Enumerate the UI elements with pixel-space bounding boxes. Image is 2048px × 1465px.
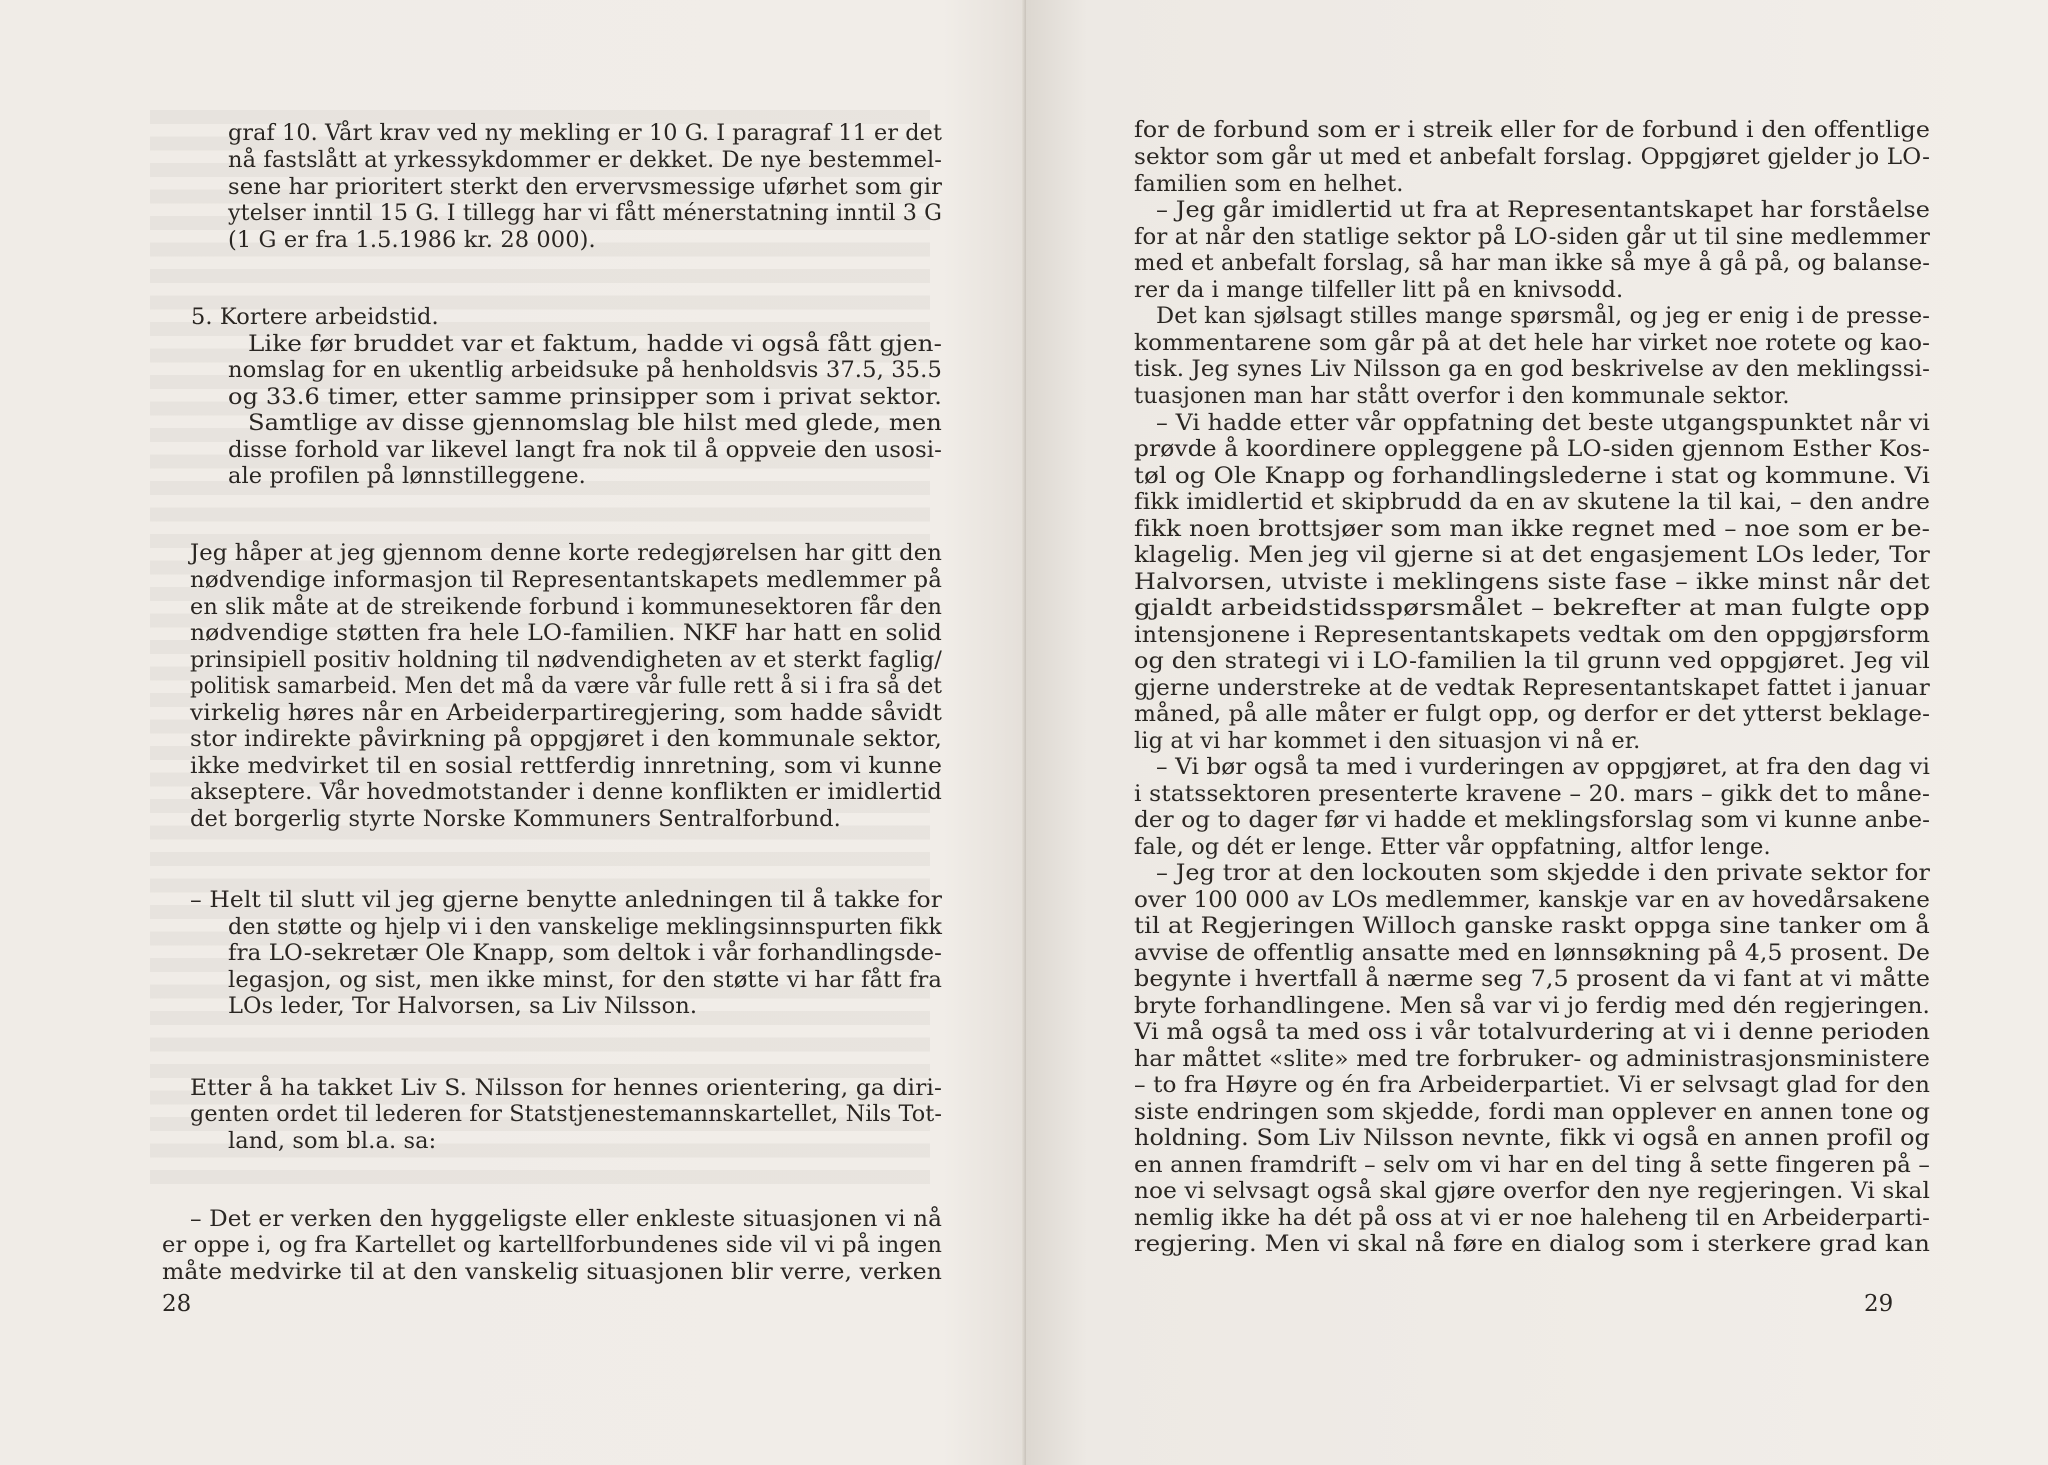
- right-page-text-line: intensjonene i Representantskapets vedtak om den oppgjørsform: [1134, 622, 1930, 648]
- right-page-text-line: – to fra Høyre og én fra Arbeiderpartiet. Vi er selvsagt glad for den: [1134, 1072, 1930, 1098]
- left-page-text-line: fra LO-sekretær Ole Knapp, som deltok i vår forhandlingsde-: [228, 940, 943, 966]
- left-page-text-line: LOs leder, Tor Halvorsen, sa Liv Nilsson.: [228, 993, 698, 1019]
- right-page-text-line: for de forbund som er i streik eller for de forbund i den offentlige: [1134, 117, 1930, 143]
- right-page-text-line: fale, og dét er lenge. Etter vår oppfatning, altfor lenge.: [1134, 834, 1771, 860]
- right-page-text-line: gjerne understreke at de vedtak Representantskapet fattet i januar: [1134, 675, 1930, 701]
- left-page-text-line: måte medvirke til at den vanskelig situasjonen blir verre, verken: [162, 1259, 943, 1285]
- right-page-text-line: avvise de offentlig ansatte med en lønnsøkning på 4,5 prosent. De: [1134, 940, 1930, 966]
- right-page-text-line: – Jeg tror at den lockouten som skjedde i den private sektor for: [1156, 860, 1931, 886]
- right-page-text-line: over 100 000 av LOs medlemmer, kanskje var en av hovedårsakene: [1134, 887, 1930, 913]
- right-page-text-line: – Jeg går imidlertid ut fra at Representantskapet har forståelse: [1156, 197, 1931, 223]
- left-page-text-line: – Helt til slutt vil jeg gjerne benytte anledningen til å takke for: [190, 887, 943, 913]
- right-page-text-line: en annen framdrift – selv om vi har en del ting å sette fingeren på –: [1134, 1152, 1931, 1178]
- left-page-text-line: nødvendige støtten fra hele LO-familien. NKF har hatt en solid: [190, 620, 943, 646]
- left-page-text-line: 5. Kortere arbeidstid.: [191, 304, 439, 330]
- right-page-text-line: Halvorsen, utviste i meklingens siste fase – ikke minst når det: [1134, 569, 1931, 595]
- right-page-text-line: – Vi bør også ta med i vurderingen av oppgjøret, at fra den dag vi: [1156, 754, 1931, 780]
- left-page-text-line: ale profilen på lønnstilleggene.: [228, 463, 586, 489]
- right-page: [1026, 0, 2048, 1465]
- right-page-text-line: har måttet «slite» med tre forbruker- og administrasjonsministere: [1134, 1046, 1931, 1072]
- left-page-text-line: stor indirekte påvirkning på oppgjøret i den kommunale sektor,: [190, 726, 943, 752]
- left-page-text-line: (1 G er fra 1.5.1986 kr. 28 000).: [228, 227, 596, 253]
- right-page-text-line: fikk noen brottsjøer som man ikke regnet med – noe som er be-: [1134, 516, 1931, 542]
- left-page-text-line: en slik måte at de streikende forbund i kommunesektoren får den: [190, 594, 943, 620]
- left-page-text-line: Like før bruddet var et faktum, hadde vi også fått gjen-: [248, 331, 942, 357]
- right-page-text-line: begynte i hvertfall å nærme seg 7,5 prosent da vi fant at vi måtte: [1134, 966, 1931, 992]
- left-page-text-line: disse forhold var likevel langt fra nok til å oppveie den usosi-: [228, 437, 943, 463]
- left-page-text-line: – Det er verken den hyggeligste eller enkleste situasjonen vi nå: [190, 1206, 943, 1232]
- right-page-text-line: prøvde å koordinere oppleggene på LO-siden gjennom Esther Kos-: [1134, 436, 1930, 462]
- left-page-text-line: nå fastslått at yrkessykdommer er dekket. De nye bestemmel-: [228, 147, 943, 173]
- left-page-text-line: politisk samarbeid. Men det må da være vår fulle rett å si i fra så det: [190, 673, 942, 699]
- left-page-text-line: og 33.6 timer, etter samme prinsipper som i privat sektor.: [228, 384, 942, 410]
- left-page-text-line: genten ordet til lederen for Statstjenestemannskartellet, Nils Tot-: [190, 1101, 942, 1127]
- left-page-text-line: prinsipiell positiv holdning til nødvendigheten av et sterkt faglig/: [190, 647, 942, 673]
- right-page-text-line: noe vi selvsagt også skal gjøre overfor den nye regjeringen. Vi skal: [1134, 1178, 1930, 1204]
- left-page-text-line: nomslag for en ukentlig arbeidsuke på henholdsvis 37.5, 35.5: [228, 357, 942, 383]
- left-page-text-line: graf 10. Vårt krav ved ny mekling er 10 G. I paragraf 11 er det: [228, 120, 943, 146]
- right-page-text-line: familien som en helhet.: [1134, 171, 1404, 197]
- right-page-text-line: siste endringen som skjedde, fordi man opplever en annen tone og: [1134, 1099, 1931, 1125]
- left-page-text-line: nødvendige informasjon til Representantskapets medlemmer på: [190, 567, 942, 593]
- left-page-text-line: virkelig høres når en Arbeiderpartiregjering, som hadde såvidt: [190, 700, 943, 726]
- right-page-text-line: tuasjonen man har stått overfor i den kommunale sektor.: [1134, 383, 1790, 409]
- left-page-text-line: Jeg håper at jeg gjennom denne korte redegjørelsen har gitt den: [190, 540, 943, 566]
- right-page-text-line: tisk. Jeg synes Liv Nilsson ga en god beskrivelse av den meklingssi-: [1134, 356, 1931, 382]
- right-page-text-line: gjaldt arbeidstidsspørsmålet – bekrefter at man fulgte opp: [1134, 595, 1931, 621]
- right-page-text-line: regjering. Men vi skal nå føre en dialog som i sterkere grad kan: [1134, 1231, 1930, 1257]
- left-page-text-line: legasjon, og sist, men ikke minst, for den støtte vi har fått fra: [228, 967, 942, 993]
- right-page-text-line: Det kan sjølsagt stilles mange spørsmål, og jeg er enig i de presse-: [1156, 303, 1930, 329]
- right-page-text-line: lig at vi har kommet i den situasjon vi nå er.: [1134, 728, 1641, 754]
- right-page-text-line: og den strategi vi i LO-familien la til grunn ved oppgjøret. Jeg vil: [1134, 648, 1930, 674]
- right-page-text-line: klagelig. Men jeg vil gjerne si at det engasjement LOs leder, Tor: [1134, 542, 1931, 568]
- right-page-text-line: for at når den statlige sektor på LO-siden går ut til sine medlemmer: [1134, 224, 1931, 250]
- right-page-text-line: i statssektoren presenterte kravene – 20. mars – gikk det to måne-: [1134, 781, 1930, 807]
- left-page-text-line: sene har prioritert sterkt den ervervsmessige uførhet som gir: [228, 174, 942, 200]
- left-page-text-line: ikke medvirket til en sosial rettferdig innretning, som vi kunne: [190, 753, 943, 779]
- left-page-text-line: ytelser inntil 15 G. I tillegg har vi fått ménerstatning inntil 3 G: [228, 200, 943, 226]
- right-page-text-line: fikk imidlertid et skipbrudd da en av skutene la til kai, – den andre: [1134, 489, 1931, 515]
- left-page-text-line: Samtlige av disse gjennomslag ble hilst med glede, men: [248, 410, 942, 436]
- right-page-text-line: til at Regjeringen Willoch ganske raskt oppga sine tanker om å: [1134, 913, 1930, 939]
- left-page-text-line: er oppe i, og fra Kartellet og kartellforbundenes side vil vi på ingen: [162, 1232, 943, 1258]
- page-number-right: 29: [1864, 1291, 1894, 1317]
- right-page-text-line: rer da i mange tilfeller litt på en knivsodd.: [1134, 277, 1624, 303]
- right-page-text-line: bryte forhandlingene. Men så var vi jo ferdig med dén regjeringen.: [1134, 993, 1931, 1019]
- left-page-text-line: akseptere. Vår hovedmotstander i denne konflikten er imidlertid: [190, 779, 942, 805]
- right-page-text-line: nemlig ikke ha dét på oss at vi er noe haleheng til en Arbeiderparti-: [1134, 1205, 1930, 1231]
- page-number-left: 28: [162, 1291, 192, 1317]
- left-page-text-line: det borgerlig styrte Norske Kommuners Sentralforbund.: [190, 806, 841, 832]
- left-page-text-line: Etter å ha takket Liv S. Nilsson for hennes orientering, ga diri-: [190, 1075, 942, 1101]
- right-page-text-line: Vi må også ta med oss i vår totalvurdering at vi i denne perioden: [1134, 1019, 1930, 1045]
- right-page-text-line: tøl og Ole Knapp og forhandlingslederne i stat og kommune. Vi: [1134, 463, 1930, 489]
- left-page-text-line: den støtte og hjelp vi i den vanskelige meklingsinnspurten fikk: [228, 914, 943, 940]
- left-page-text-line: land, som bl.a. sa:: [228, 1128, 437, 1154]
- right-page-text-line: sektor som går ut med et anbefalt forslag. Oppgjøret gjelder jo LO-: [1134, 144, 1931, 170]
- right-page-text-line: – Vi hadde etter vår oppfatning det beste utgangspunktet når vi: [1156, 410, 1930, 436]
- right-page-text-line: med et anbefalt forslag, så har man ikke så mye å gå på, og balanse-: [1134, 250, 1931, 276]
- right-page-text-line: der og to dager før vi hadde et meklingsforslag som vi kunne anbe-: [1134, 807, 1931, 833]
- right-page-text-line: kommentarene som går på at det hele har virket noe rotete og kao-: [1134, 330, 1930, 356]
- right-page-text-line: måned, på alle måter er fulgt opp, og derfor er det ytterst beklage-: [1134, 701, 1931, 727]
- right-page-text-line: holdning. Som Liv Nilsson nevnte, fikk vi også en annen profil og: [1134, 1125, 1931, 1151]
